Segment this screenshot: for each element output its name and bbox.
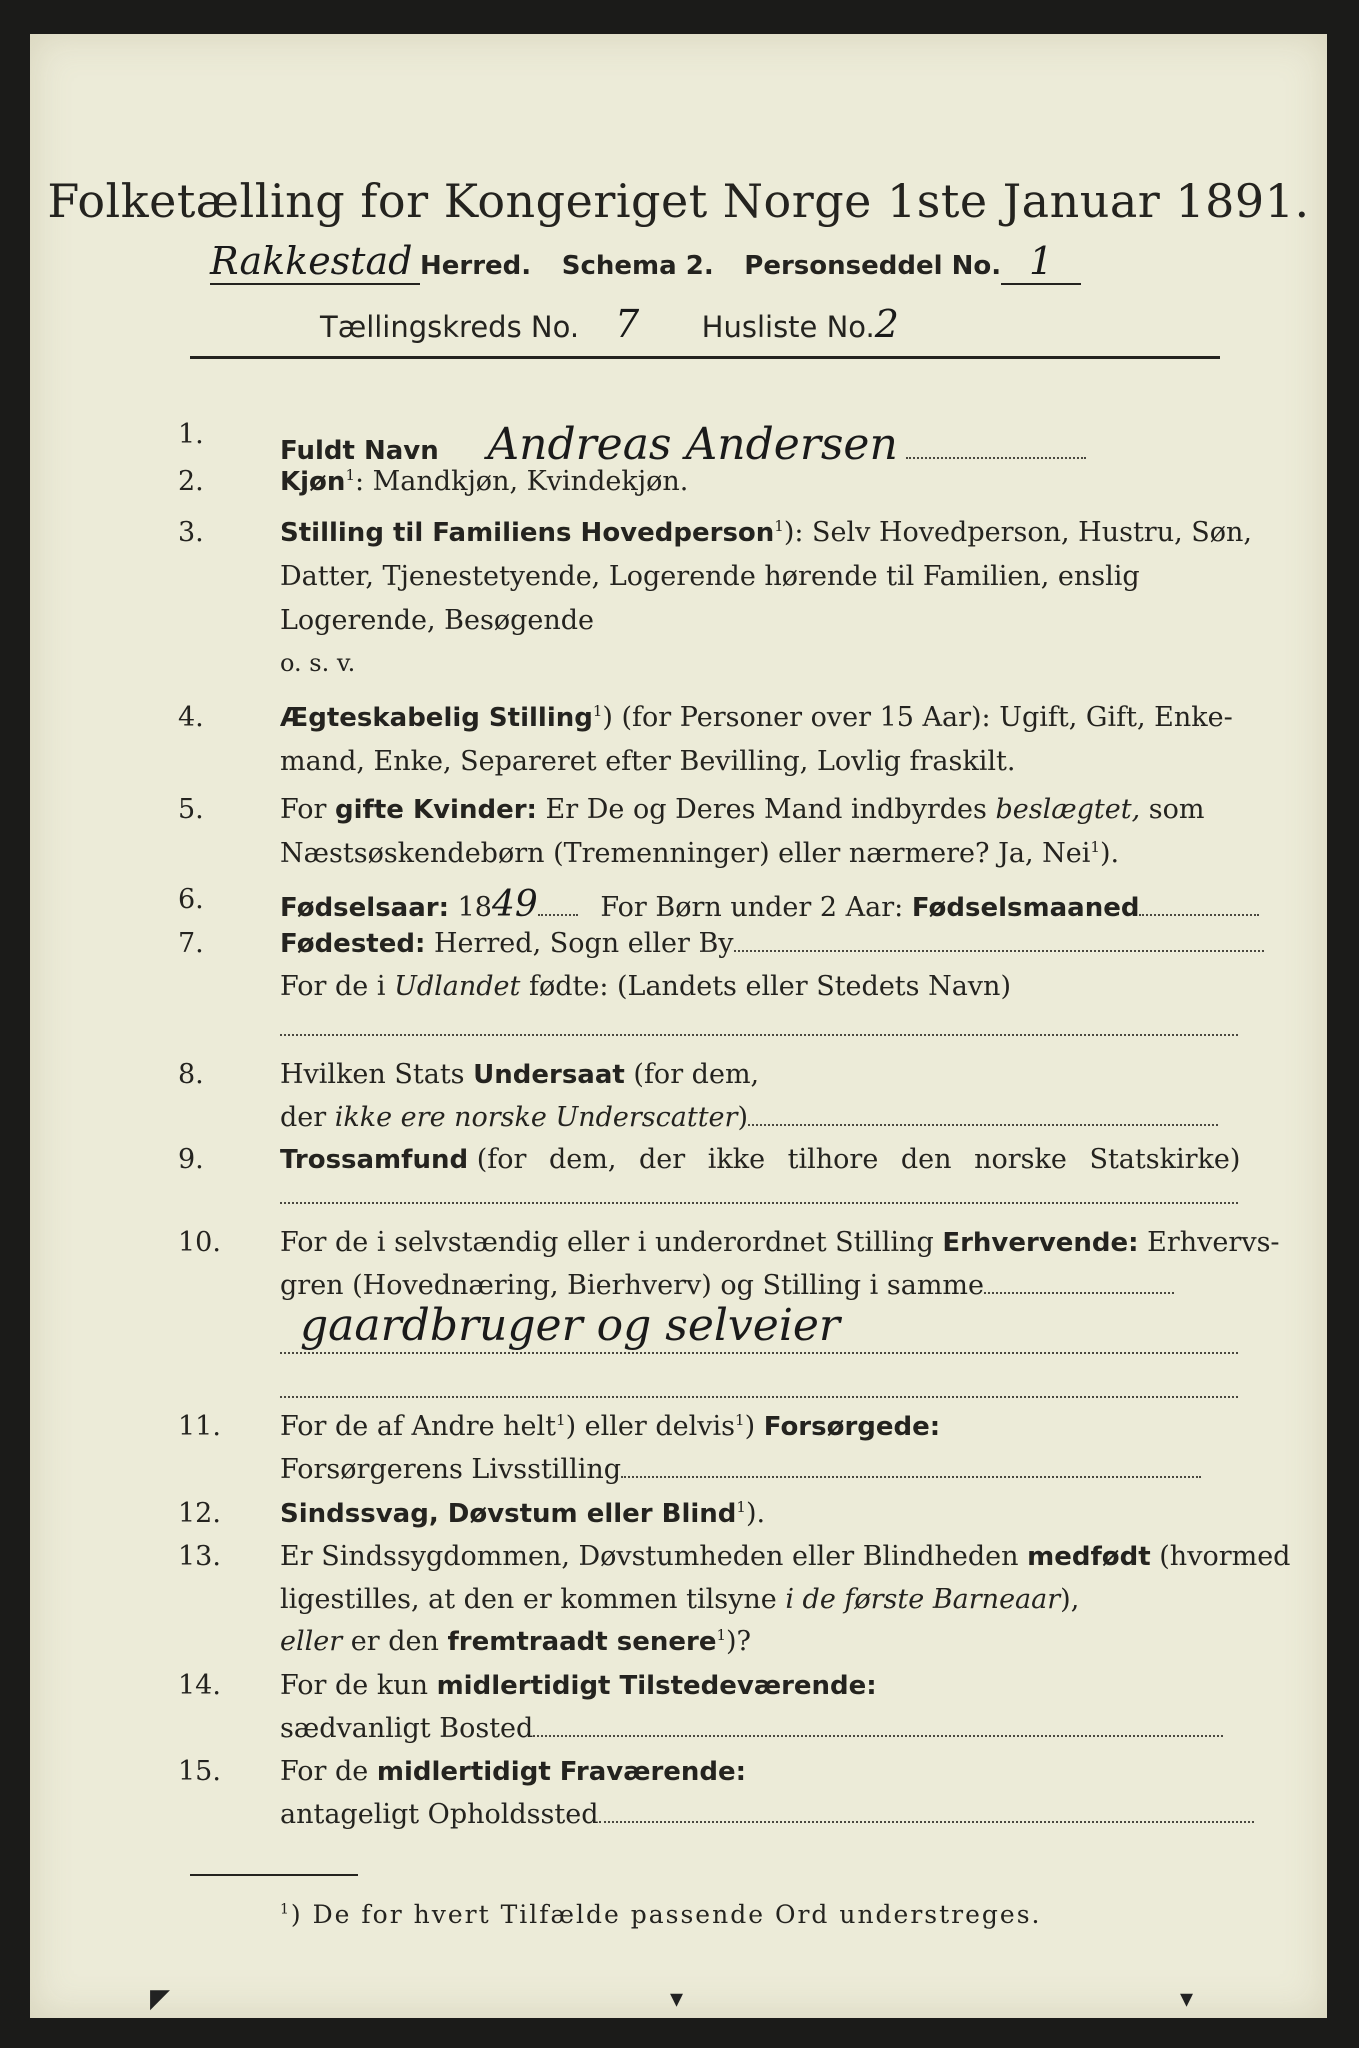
congenital-er-den: er den [350,1626,439,1657]
married-women-for: For [280,794,327,825]
item-4-number: 4. [178,702,204,733]
full-name-dotted-line [906,437,1086,459]
item-3-line-1 [280,517,1252,548]
citizenship-dots [748,1104,1218,1126]
married-women-related: beslægtet, [995,794,1141,825]
birth-month-label: Fødselsmaaned [911,893,1140,923]
abroad-label: Udlandet [394,971,521,1002]
disability-label: Sindssvag, Døvstum eller Blind [280,1499,737,1529]
occupation-handwritten: gaardbruger og selveier [300,1300,840,1351]
temporary-present-label: midlertidigt Tilstedeværende: [436,1671,877,1701]
item-7-line-1 [280,928,1264,959]
congenital-label: medfødt [1027,1542,1151,1572]
item-6-number: 6. [178,884,204,915]
personseddel-number-handwritten: 1 [1001,239,1081,285]
item-11-line-1: For de af Andre helt$^1$) eller delvis$^1$) Forsørgede: [280,1411,941,1442]
footnote: $^1$) De for hvert Tilfælde passende Ord understreges. [280,1900,1042,1929]
occupation-prefix: For de i selvstændig eller i underordnet Stilling [280,1227,934,1258]
punch-mark-center: ▾ [670,1984,684,2014]
punch-mark-left: ◤ [150,1984,170,2014]
congenital-later-label: fremtraadt senere [447,1627,717,1657]
supported-label: Forsørgede: [763,1412,941,1442]
abroad-text: fødte: (Landets eller Stedets Navn) [528,971,1011,1002]
citizenship-text: (for dem, [633,1059,760,1090]
temporary-absent-label: midlertidigt Fraværende: [376,1757,747,1787]
citizenship-label: Undersaat [473,1060,625,1090]
full-name-label: Fuldt Navn [280,436,439,466]
congenital-line-2: ligestilles, at den er kommen tilsyne [280,1584,777,1615]
occupation-dots [984,1272,1174,1294]
item-14-line-1 [280,1670,877,1701]
temporary-absent-prefix: For de [280,1756,369,1787]
item-8-line-1 [280,1059,759,1090]
item-14-line-2 [280,1713,1223,1744]
item-13-line-3: eller er den fremtraadt senere$^1$)? [280,1626,752,1657]
item-8-number: 8. [178,1059,204,1090]
birthplace-label: Fødested: [280,929,426,959]
marital-status-options-2: mand, Enke, Separeret efter Bevilling, Lovlig fraskilt. [280,746,1016,777]
item-13-line-2 [280,1584,1079,1615]
item-10-line-1 [280,1227,1280,1258]
item-8-line-2: der ikke ere norske Underscatter) [280,1102,1218,1133]
married-women-footnote-mark: 1 [1090,838,1100,856]
birth-year-dots [538,894,578,916]
item-13-number: 13. [178,1541,221,1572]
footnote-text: De for hvert Tilfælde passende Ord understreges. [312,1900,1042,1929]
personseddel-label: Personseddel No. [744,251,1002,281]
supported-partial: ) eller delvis [565,1411,736,1442]
item-9-line [280,1144,1240,1175]
husliste-number-handwritten: 2 [874,302,899,346]
provider-dots [621,1456,1201,1478]
kreds-line [320,302,955,346]
usual-residence-dots [533,1715,1223,1737]
occupation-line-2: gren (Hovednæring, Bierhverv) og Stilling i samme [280,1270,985,1301]
item-1-number: 1. [178,419,204,450]
congenital-line-3-end: )? [726,1626,752,1657]
item-7-line-2 [280,971,1011,1002]
congenital-question: Er Sindssygdommen, Døvstumheden eller Blindheden [280,1541,1019,1572]
item-1-line [280,419,1086,470]
congenital-eller: eller [280,1626,343,1657]
herred-line [210,239,1081,285]
form-title: Folketælling for Kongeriget Norge 1ste Januar 1891. [47,174,1310,228]
birth-month-dots [1139,894,1259,916]
item-12-line: Sindssvag, Døvstum eller Blind$^1$). [280,1498,766,1529]
supported-close: ) [744,1411,756,1442]
birth-month-prefix: For Børn under 2 Aar: [600,892,904,923]
usual-residence-label: sædvanligt Bosted [280,1713,534,1744]
marital-status-options-1: ) (for Personer over 15 Aar): Ugift, Gift, Enke- [602,702,1233,733]
item-10-number: 10. [178,1227,221,1258]
abroad-prefix: For de i [280,971,386,1002]
occupation-label: Erhvervende: [942,1228,1139,1258]
kreds-number-handwritten: 7 [614,302,640,346]
husliste-label: Husliste No. [701,310,875,344]
occupation-erhvervs: Erhvervs- [1147,1227,1280,1258]
sex-label: Kjøn [280,467,346,497]
census-form [30,34,1327,2018]
family-position-options-4: o. s. v. [280,649,356,677]
family-position-options-3: Logerende, Besøgende [280,605,594,636]
probable-residence-dots [599,1801,1254,1823]
item-11-number: 11. [178,1411,221,1442]
item-5-line-1 [280,794,1205,825]
item-9-number: 9. [178,1144,204,1175]
family-position-options-1: ): Selv Hovedperson, Hustru, Søn, [783,517,1252,548]
item-2-number: 2. [178,466,204,497]
married-women-close: ). [1099,838,1120,869]
birth-year-label: Fødselsaar: [280,893,449,923]
item-6-line [280,884,1259,925]
item-2-line [280,466,688,497]
item-10-line-2 [280,1270,1174,1301]
municipality-handwritten: Rakkestad [210,239,420,285]
citizenship-der: der [280,1102,327,1133]
item-10-dotted-line-2 [280,1376,1238,1398]
sex-options: : Mandkjøn, Kvindekjøn. [354,466,689,497]
congenital-line-2-end: ), [1060,1584,1080,1615]
provider-occupation: Forsørgerens Livsstilling [280,1454,622,1485]
item-11-line-2 [280,1454,1201,1485]
married-women-som: som [1148,794,1205,825]
herred-label: Herred. [420,251,532,281]
congenital-hvormed: (hvormed [1159,1541,1291,1572]
item-10-dotted-line-1 [280,1332,1238,1354]
married-women-label: gifte Kvinder: [335,795,537,825]
item-5-line-2 [280,838,1119,869]
temporary-present-prefix: For de kun [280,1670,428,1701]
item-9-dotted-line [280,1182,1238,1204]
disability-close: ). [745,1498,766,1529]
religion-text: (for dem, der ikke tilhore den norske Statskirke) [476,1144,1241,1175]
item-4-line-1 [280,702,1233,733]
married-women-question-2: Næstsøskendebørn (Tremenninger) eller nærmere? Ja, Nei [280,838,1091,869]
item-12-number: 12. [178,1498,221,1529]
congenital-childhood: i de første Barneaar [785,1584,1061,1615]
birth-year-handwritten: 49 [491,884,538,925]
footnote-rule [190,1874,358,1876]
family-position-label: Stilling til Familiens Hovedperson [280,518,775,548]
full-name-handwritten: Andreas Andersen [487,419,898,470]
item-7-dotted-line [280,1014,1238,1036]
family-position-options-2: Datter, Tjenestetyende, Logerende hørende til Familien, enslig [280,561,1140,592]
marital-status-label: Ægteskabelig Stilling [280,703,593,733]
item-3-number: 3. [178,517,204,548]
item-7-number: 7. [178,928,204,959]
married-women-question: Er De og Deres Mand indbyrdes [545,794,987,825]
probable-residence-label: antageligt Opholdssted [280,1799,599,1830]
birthplace-options: Herred, Sogn eller By [433,928,734,959]
sex-footnote-mark: 1 [345,466,355,484]
marital-status-footnote-mark: 1 [592,702,603,720]
birthplace-dots [734,930,1264,952]
citizenship-prefix: Hvilken Stats [280,1059,465,1090]
punch-mark-right: ▾ [1180,1984,1194,2014]
religion-label: Trossamfund [280,1145,469,1175]
supported-prefix: For de af Andre helt [280,1411,557,1442]
item-5-number: 5. [178,794,204,825]
schema-label: Schema 2. [561,251,714,281]
citizenship-non-norwegian: ikke ere norske Underscatter [334,1102,738,1133]
item-15-number: 15. [178,1756,221,1787]
item-15-line-1 [280,1756,746,1787]
birth-year-prefix: 18 [457,892,492,923]
item-13-line-1 [280,1541,1290,1572]
kreds-label: Tællingskreds No. [320,310,580,344]
item-15-line-2 [280,1799,1254,1830]
header-rule [190,356,1220,359]
item-14-number: 14. [178,1670,221,1701]
family-position-footnote-mark: 1 [774,517,784,535]
